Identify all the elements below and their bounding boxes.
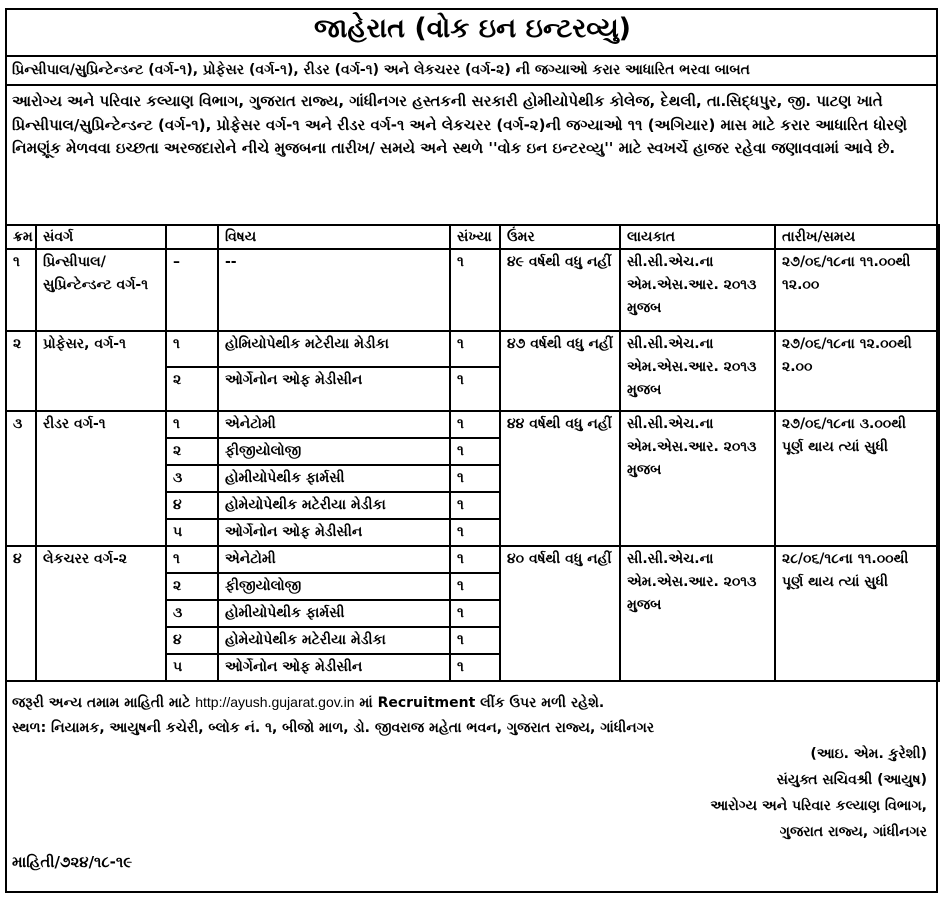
cadre-cell: પ્રિન્સીપાલ/ સુપ્રિન્ટેન્ડન્ટ વર્ગ-૧	[36, 249, 166, 331]
table-row	[6, 331, 939, 367]
sub-serial-cell: –	[166, 249, 218, 331]
count-cell: ૧	[450, 367, 500, 411]
header-count: સંખ્યા	[450, 225, 500, 249]
posts-table-body	[6, 249, 939, 681]
qualification-cell: સી.સી.એચ.ના એમ.એસ.આર. ૨૦૧૩ મુજબ	[620, 331, 775, 411]
subject-cell: ઓર્ગેનોન ઓફ મેડીસીન	[218, 519, 450, 546]
count-cell: ૧	[450, 411, 500, 438]
count-cell: ૧	[450, 627, 500, 654]
count-cell: ૧	[450, 654, 500, 681]
header-serial: ક્રમ	[6, 225, 36, 249]
header-sub-serial	[166, 225, 218, 249]
notice-subject: પ્રિન્સીપાલ/સુપ્રિન્ટેન્ડન્ટ (વર્ગ-૧), પ્રોફેસર (વર્ગ-૧), રીડર (વર્ગ-૧) અને લેકચરર (વર્ગ-૨) ની જગ્યાઓ કરાર આધારિત ભરવા બાબત	[12, 62, 750, 78]
cadre-cell: પ્રોફેસર, વર્ગ-૧	[36, 331, 166, 411]
sub-serial-cell: ૧	[166, 331, 218, 367]
serial-cell: ૩	[6, 411, 36, 546]
count-cell: ૧	[450, 492, 500, 519]
signatory-state: ગુજરાત રાજ્ય, ગાંધીનગર	[779, 824, 927, 840]
notice-title: જાહેરાત (વોક ઇન ઇન્ટરવ્યુ)	[313, 13, 632, 44]
info-prefix: જરૂરી અન્ય તમામ માહિતી માટે	[12, 695, 196, 711]
qualification-cell: સી.સી.એચ.ના એમ.એસ.આર. ૨૦૧૩ મુજબ	[620, 411, 775, 546]
subject-cell: હોમિયોપેથીક મટેરીયા મેડીકા	[218, 331, 450, 367]
age-cell: ૪૪ વર્ષથી વધુ નહીં	[500, 411, 620, 546]
serial-cell: ૨	[6, 331, 36, 411]
count-cell: ૧	[450, 438, 500, 465]
datetime-cell: ૨૭/૦૬/૧૮ના ૧૧.૦૦થી ૧૨.૦૦	[775, 249, 939, 331]
table-row	[6, 249, 939, 331]
sub-serial-cell: ૨	[166, 573, 218, 600]
sub-serial-cell: ૧	[166, 546, 218, 573]
info-block	[12, 690, 654, 741]
count-cell: ૧	[450, 249, 500, 331]
subject-cell: હોમીયોપેથીક ફાર્મસી	[218, 465, 450, 492]
sub-serial-cell: ૫	[166, 519, 218, 546]
table-row	[6, 546, 939, 573]
count-cell: ૧	[450, 519, 500, 546]
count-cell: ૧	[450, 573, 500, 600]
serial-cell: ૧	[6, 249, 36, 331]
header-datetime: તારીખ/સમય	[775, 225, 939, 249]
subject-divider	[5, 84, 938, 86]
info-suffix: માં Recruitment લીંક ઉપર મળી રહેશે.	[354, 695, 605, 711]
subject-cell: એનેટોમી	[218, 546, 450, 573]
header-cadre: સંવર્ગ	[36, 225, 166, 249]
datetime-cell: ૨૮/૦૬/૧૮ના ૧૧.૦૦થી પૂર્ણ થાય ત્યાં સુધી	[775, 546, 939, 681]
sub-serial-cell: ૪	[166, 627, 218, 654]
signatory-department: આરોગ્ય અને પરિવાર કલ્યાણ વિભાગ,	[710, 798, 927, 814]
cadre-cell: રીડર વર્ગ-૧	[36, 411, 166, 546]
subject-cell: ફીજીયોલોજી	[218, 438, 450, 465]
sub-serial-cell: ૩	[166, 600, 218, 627]
sub-serial-cell: ૪	[166, 492, 218, 519]
count-cell: ૧	[450, 546, 500, 573]
reference-number: માહિતી/૭૨૪/૧૮-૧૯	[12, 853, 133, 871]
age-cell: ૪૦ વર્ષથી વધુ નહીં	[500, 546, 620, 681]
place-line: સ્થળ: નિયામક, આયુષની કચેરી, બ્લોક નં. ૧, બીજો માળ, ડો. જીવરાજ મહેતા ભવન, ગુજરાત રાજ્ય, ગાંધીનગર	[12, 720, 655, 736]
age-cell: ૪૭ વર્ષથી વધુ નહીં	[500, 331, 620, 411]
info-line	[12, 690, 654, 716]
sub-serial-cell: ૨	[166, 438, 218, 465]
subject-cell: --	[218, 249, 450, 331]
header-qualification: લાયકાત	[620, 225, 775, 249]
intro-paragraph: આરોગ્ય અને પરિવાર કલ્યાણ વિભાગ, ગુજરાત રાજ્ય, ગાંધીનગર હસ્તકની સરકારી હોમીયોપેથીક કોલેજ, દેથલી, તા.સિદ્ધપુર, જી. પાટણ ખાતે પ્રિન્સીપાલ/સુપ્રિન્ટેન્ડન્ટ (વર્ગ-૧), પ્રોફેસર વર્ગ-૧ અને રીડર વર્ગ-૧ અને લેકચરર (વર્ગ-૨)ની જગ્યાઓ ૧૧ (અગિયાર) માસ માટે કરાર આધારિત ધોરણે નિમણૂંક મેળવવા ઇચ્છતા અરજદારોને નીચે મુજબના તારીખ/ સમયે અને સ્થળે ''વોક ઇન ઇન્ટરવ્યુ'' માટે સ્વખર્ચે હાજર રહેવા જણાવવામાં આવે છે.	[12, 92, 908, 157]
qualification-cell: સી.સી.એચ.ના એમ.એસ.આર. ૨૦૧૩ મુજબ	[620, 249, 775, 331]
signatory-designation: સંયુક્ત સચિવશ્રી (આયુષ)	[776, 772, 927, 788]
subject-cell: ઓર્ગેનોન ઓફ મેડીસીન	[218, 654, 450, 681]
datetime-cell: ૨૭/૦૬/૧૮ના ૧૨.૦૦થી ૨.૦૦	[775, 331, 939, 411]
sub-serial-cell: ૧	[166, 411, 218, 438]
subject-cell: હોમેયોપેથીક મટેરીયા મેડીકા	[218, 492, 450, 519]
table-header-row	[6, 225, 939, 249]
website-link[interactable]: http://ayush.gujarat.gov.in	[195, 694, 355, 710]
signature-block	[710, 741, 927, 845]
subject-cell: એનેટોમી	[218, 411, 450, 438]
sub-serial-cell: ૨	[166, 367, 218, 411]
sub-serial-cell: ૩	[166, 465, 218, 492]
subject-cell: હોમીયોપેથીક ફાર્મસી	[218, 600, 450, 627]
count-cell: ૧	[450, 331, 500, 367]
count-cell: ૧	[450, 600, 500, 627]
subject-cell: ફીજીયોલોજી	[218, 573, 450, 600]
header-age: ઉંમર	[500, 225, 620, 249]
count-cell: ૧	[450, 465, 500, 492]
header-subject: વિષય	[218, 225, 450, 249]
serial-cell: ૪	[6, 546, 36, 681]
sub-serial-cell: ૫	[166, 654, 218, 681]
posts-table	[5, 224, 940, 682]
table-row	[6, 411, 939, 438]
subject-cell: હોમેયોપેથીક મટેરીયા મેડીકા	[218, 627, 450, 654]
subject-cell: ઓર્ગેનોન ઓફ મેડીસીન	[218, 367, 450, 411]
qualification-cell: સી.સી.એચ.ના એમ.એસ.આર. ૨૦૧૩ મુજબ	[620, 546, 775, 681]
signatory-name: (આઇ. એમ. કુરેશી)	[810, 746, 927, 762]
age-cell: ૪૯ વર્ષથી વધુ નહીં	[500, 249, 620, 331]
cadre-cell: લેકચરર વર્ગ-૨	[36, 546, 166, 681]
datetime-cell: ૨૭/૦૬/૧૮ના ૩.૦૦થી પૂર્ણ થાય ત્યાં સુધી	[775, 411, 939, 546]
